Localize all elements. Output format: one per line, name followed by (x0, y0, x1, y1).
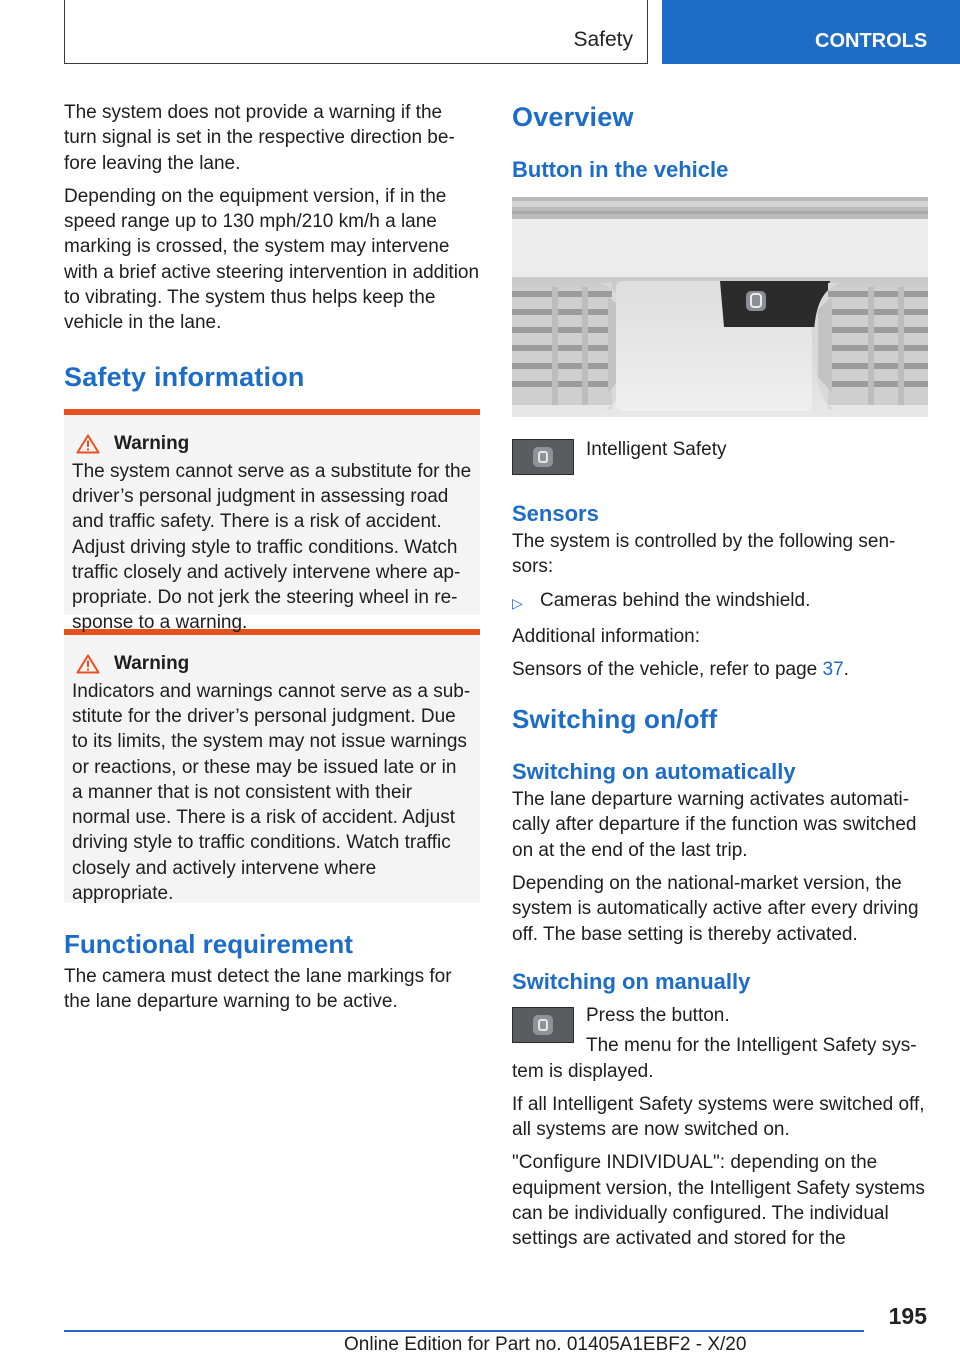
header-section-box (64, 0, 648, 64)
left-column (64, 100, 480, 1022)
bullet-triangle-icon: ▷ (512, 594, 523, 611)
header-section-title: Safety (573, 28, 633, 51)
vehicle-dashboard-photo (512, 197, 928, 417)
button-caption: Intelligent Safety (586, 439, 727, 460)
page-reference-text: Sensors of the vehicle, refer to page (512, 658, 823, 680)
intro-paragraph-2: Depending on the equipment version, if in the speed range up to 130 mph/210 km/h a lane marking is crossed, the system may intervene with a brief active steering intervention in addition to vibrating. The system thus helps keep the vehicle in the lane. (64, 185, 480, 334)
header-chapter-label: CONTROLS (815, 29, 928, 52)
switching-on-manually-heading: Switching on manually (512, 968, 751, 994)
warning-title-2-label: Warning (114, 652, 190, 674)
page-reference-suffix: . (843, 658, 849, 680)
manual-menu-text: tem is displayed. (512, 1060, 654, 1082)
page-reference (512, 657, 928, 682)
safety-information-heading: Safety information (64, 361, 305, 392)
page-number: 195 (888, 1303, 927, 1329)
right-air-vent (814, 283, 928, 409)
manual-paragraph-2: "Configure INDIVIDUAL": depending on the equipment version, the Intelligent Safety systems can be individually configured. The individual settings are activated and stored for the (512, 1152, 925, 1250)
manual-paragraph-1: If all Intelligent Safety systems were switched off, all systems are now switched on. (512, 1093, 925, 1141)
page-reference-link[interactable]: 37 (822, 658, 844, 680)
list-item (512, 588, 928, 616)
functional-requirement-text: The camera must detect the lane markings for the lane departure warning to be active. (64, 965, 452, 1012)
additional-info-label: Additional information: (512, 625, 700, 647)
switching-on-off-heading: Switching on/off (512, 704, 718, 735)
warning-text-2: Indicators and warnings cannot serve as a substitute for the driver’s personal judgment. Due to its limits, the system may not issue warnings or reactions, or these may be issued late or in a manner that is not consistent with their normal use. There is a risk of accident. Adjust driving style to traffic conditions. Watch traffic closely and actively intervene where appropriate. (72, 680, 471, 905)
left-air-vent (512, 283, 626, 409)
intelligent-safety-button-icon[interactable] (512, 439, 574, 475)
footer-edition-text: Online Edition for Part no. 01405A1EBF2 - X/20 (344, 1334, 747, 1355)
warning-title-1 (72, 433, 472, 455)
functional-requirement-heading: Functional requirement (64, 928, 353, 959)
sensors-heading: Sensors (512, 501, 599, 526)
warning-title-1-label: Warning (114, 432, 190, 454)
right-column (512, 100, 928, 1260)
auto-paragraph-2: Depending on the national-market version, the system is automatically active after every driving off. The base setting is thereby activated. (512, 873, 919, 945)
warning-triangle-icon (76, 434, 100, 454)
intelligent-safety-button-icon[interactable] (512, 1007, 574, 1043)
manual-menu-line: The menu for the Intelligent Safety sys- (586, 1035, 917, 1057)
intelligent-safety-button-photo (720, 281, 830, 327)
header-chapter-tab[interactable] (662, 0, 960, 64)
button-in-vehicle-heading: Button in the vehicle (512, 157, 729, 182)
warning-text-1: The system cannot serve as a substitute for the driver’s personal judgment in assessing road and traffic safety. There is a risk of accident. Adjust driving style to traffic conditions. Watch traffic closely and actively intervene where appropriate. Do not jerk the steering wheel in response to a warning. (72, 460, 472, 634)
warning-box-1 (64, 409, 480, 634)
sensor-item-label: Cameras behind the windshield. (540, 589, 811, 611)
footer-divider (64, 1330, 864, 1332)
manual-button-text (586, 1003, 917, 1059)
auto-paragraph-1: The lane departure warning activates automatically after departure if the function was switched on at the end of the last trip. (512, 789, 917, 861)
warning-box-2 (64, 629, 480, 903)
manual-button-row (512, 1003, 928, 1059)
warning-title-2 (72, 653, 472, 675)
warning-triangle-icon (76, 654, 100, 674)
switching-on-automatically-heading: Switching on automatically (512, 759, 796, 785)
sensors-text: The system is controlled by the following sensors: (512, 531, 896, 578)
button-caption-row (512, 437, 928, 475)
manual-press-text: Press the button. (586, 1004, 730, 1026)
overview-heading: Overview (512, 102, 634, 132)
intro-paragraph-1: The system does not provide a warning if the turn signal is set in the respective direction before leaving the lane. (64, 102, 455, 174)
